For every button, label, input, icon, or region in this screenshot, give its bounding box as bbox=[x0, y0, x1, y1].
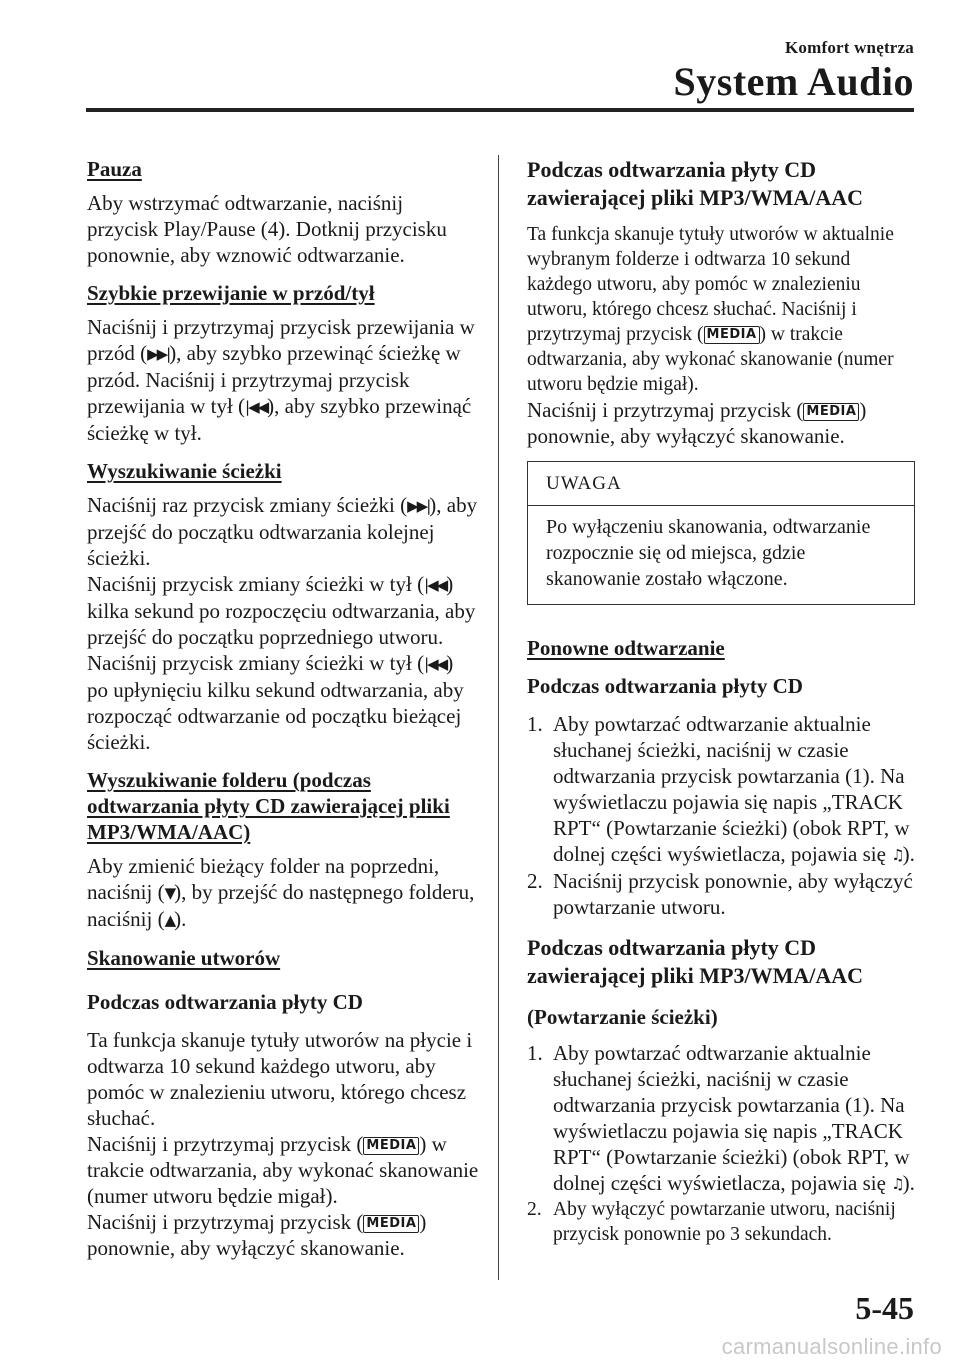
text-ffrew: Naciśnij i przytrzymaj przycisk przewijania w przód (▶▶|), aby szybko przewinąć ścieżkę w przód. Naciśnij i przytrzymaj przycisk przewijania w tył (|◀◀), aby szybko przewinąć ścieżkę w tył. bbox=[87, 315, 475, 445]
media-button-icon: MEDIA bbox=[704, 326, 760, 344]
header-section-label: Komfort wnętrza bbox=[784, 38, 914, 57]
left-column bbox=[87, 156, 479, 1273]
music-note-icon: ♫ bbox=[891, 1175, 903, 1193]
prev-track-icon: |◀◀ bbox=[424, 655, 447, 673]
media-button-icon: MEDIA bbox=[363, 1137, 419, 1155]
text-scan-3: Naciśnij i przytrzymaj przycisk ( MEDIA ) ponownie, aby wyłączyć skanowanie. bbox=[87, 1210, 427, 1260]
text-scan-2: Naciśnij i przytrzymaj przycisk ( MEDIA ) w trakcie odtwarzania, aby wykonać skanowanie (numer utworu będzie migał). bbox=[87, 1132, 479, 1208]
subheading-repeat-track: (Powtarzanie ścieżki) bbox=[527, 1005, 718, 1029]
column-divider bbox=[498, 155, 499, 1280]
heading-folder-search: Wyszukiwanie folderu (podczas odtwarzania płyty CD zawierającej pliki MP3/WMA/AAC) bbox=[87, 768, 450, 844]
page-title: System Audio bbox=[673, 59, 914, 104]
heading-ffrew: Szybkie przewijanie w przód/tył bbox=[87, 281, 375, 305]
list-item: 1. Aby powtarzać odtwarzanie aktualnie słuchanej ścieżki, naciśnij w czasie odtwarzania przycisk powtarzania (1). Na wyświetlaczu pojawia się napis „TRACK RPT“ (Powtarzanie ścieżki) (obok RPT, w dolnej części wyświetlacza, pojawia się ♫). bbox=[527, 1041, 915, 1195]
section-scan bbox=[87, 945, 479, 1261]
text-folder: Aby zmienić bieżący folder na poprzedni, naciśnij (▼), by przejść do następnego folderu, naciśnij (▲). bbox=[87, 854, 475, 931]
watermark: carmanualsonline.info bbox=[721, 1334, 942, 1359]
section-pause bbox=[87, 156, 479, 268]
heading-repeat: Ponowne odtwarzanie bbox=[527, 636, 725, 660]
list-item: 2. Aby wyłączyć powtarzanie utworu, naciśnij przycisk ponownie po 3 sekundach. bbox=[527, 1199, 896, 1245]
header-rule bbox=[86, 108, 914, 112]
text-scan-mp3-1: Ta funkcja skanuje tytuły utworów w aktualnie wybranym folderze i odtwarza 10 sekund każdego utworu, aby pomóc w znalezieniu utworu, którego chcesz słuchać. Naciśnij i przytrzymaj przycisk ( MEDIA ) w trakcie odtwarzania, aby wykonać skanowanie (numer utworu będzie migał). bbox=[527, 224, 894, 395]
down-arrow-icon: ▼ bbox=[164, 884, 175, 902]
list-repeat-cd bbox=[527, 711, 915, 920]
list-repeat-mp3 bbox=[527, 1040, 915, 1247]
prev-track-icon: |◀◀ bbox=[424, 576, 447, 594]
text-track-1: Naciśnij raz przycisk zmiany ścieżki (▶▶|), aby przejść do początku odtwarzania kolejnej ścieżki. bbox=[87, 493, 478, 570]
text-track-2: Naciśnij przycisk zmiany ścieżki w tył (|◀◀) kilka sekund po rozpoczęciu odtwarzania, aby przejść do początku poprzedniego utworu. bbox=[87, 572, 476, 649]
text-pause: Aby wstrzymać odtwarzanie, naciśnij przycisk Play/Pause (4). Dotknij przycisku ponownie, aby wznowić odtwarzanie. bbox=[87, 191, 447, 267]
media-button-icon: MEDIA bbox=[363, 1215, 419, 1233]
next-track-icon: ▶▶| bbox=[407, 497, 430, 515]
subheading-repeat-cd: Podczas odtwarzania płyty CD bbox=[527, 674, 803, 698]
prev-track-icon: |◀◀ bbox=[245, 398, 268, 416]
heading-pause: Pauza bbox=[87, 157, 142, 181]
list-item: 2. Naciśnij przycisk ponownie, aby wyłączyć powtarzanie utworu. bbox=[527, 869, 913, 919]
text-track-3: Naciśnij przycisk zmiany ścieżki w tył (|◀◀) po upłynięciu kilku sekund odtwarzania, aby rozpocząć odtwarzanie od początku bieżącej ścieżki. bbox=[87, 651, 464, 754]
heading-track-search: Wyszukiwanie ścieżki bbox=[87, 459, 282, 483]
heading-scan-mp3: Podczas odtwarzania płyty CD zawierającej pliki MP3/WMA/AAC bbox=[527, 157, 864, 210]
text-scan-mp3-2: Naciśnij i przytrzymaj przycisk ( MEDIA ) ponownie, aby wyłączyć skanowanie. bbox=[527, 398, 867, 448]
subheading-repeat-mp3: Podczas odtwarzania płyty CD zawierającej pliki MP3/WMA/AAC bbox=[527, 935, 864, 988]
next-track-icon: ▶▶| bbox=[147, 345, 170, 363]
section-ffrew bbox=[87, 280, 479, 446]
note-title: UWAGA bbox=[528, 462, 914, 506]
up-arrow-icon: ▲ bbox=[164, 911, 175, 929]
heading-scan: Skanowanie utworów bbox=[87, 946, 281, 970]
section-track-search bbox=[87, 458, 479, 755]
media-button-icon: MEDIA bbox=[803, 403, 859, 421]
section-folder-search bbox=[87, 767, 479, 933]
subheading-scan-cd: Podczas odtwarzania płyty CD bbox=[87, 990, 363, 1014]
right-column bbox=[527, 156, 915, 1261]
list-item: 1. Aby powtarzać odtwarzanie aktualnie słuchanej ścieżki, naciśnij w czasie odtwarzania przycisk powtarzania (1). Na wyświetlaczu pojawia się napis „TRACK RPT“ (Powtarzanie ścieżki) (obok RPT, w dolnej części wyświetlacza, pojawia się ♫). bbox=[527, 712, 915, 866]
page-number: 5-45 bbox=[855, 1290, 914, 1326]
note-box bbox=[527, 461, 915, 605]
text-scan-1: Ta funkcja skanuje tytuły utworów na płycie i odtwarza 10 sekund każdego utworu, aby pomóc w znalezieniu utworu, którego chcesz słuchać. bbox=[87, 1028, 473, 1130]
note-body: Po wyłączeniu skanowania, odtwarzanie rozpocznie się od miejsca, gdzie skanowanie zostało włączone. bbox=[546, 516, 871, 590]
music-note-icon: ♫ bbox=[891, 846, 903, 864]
